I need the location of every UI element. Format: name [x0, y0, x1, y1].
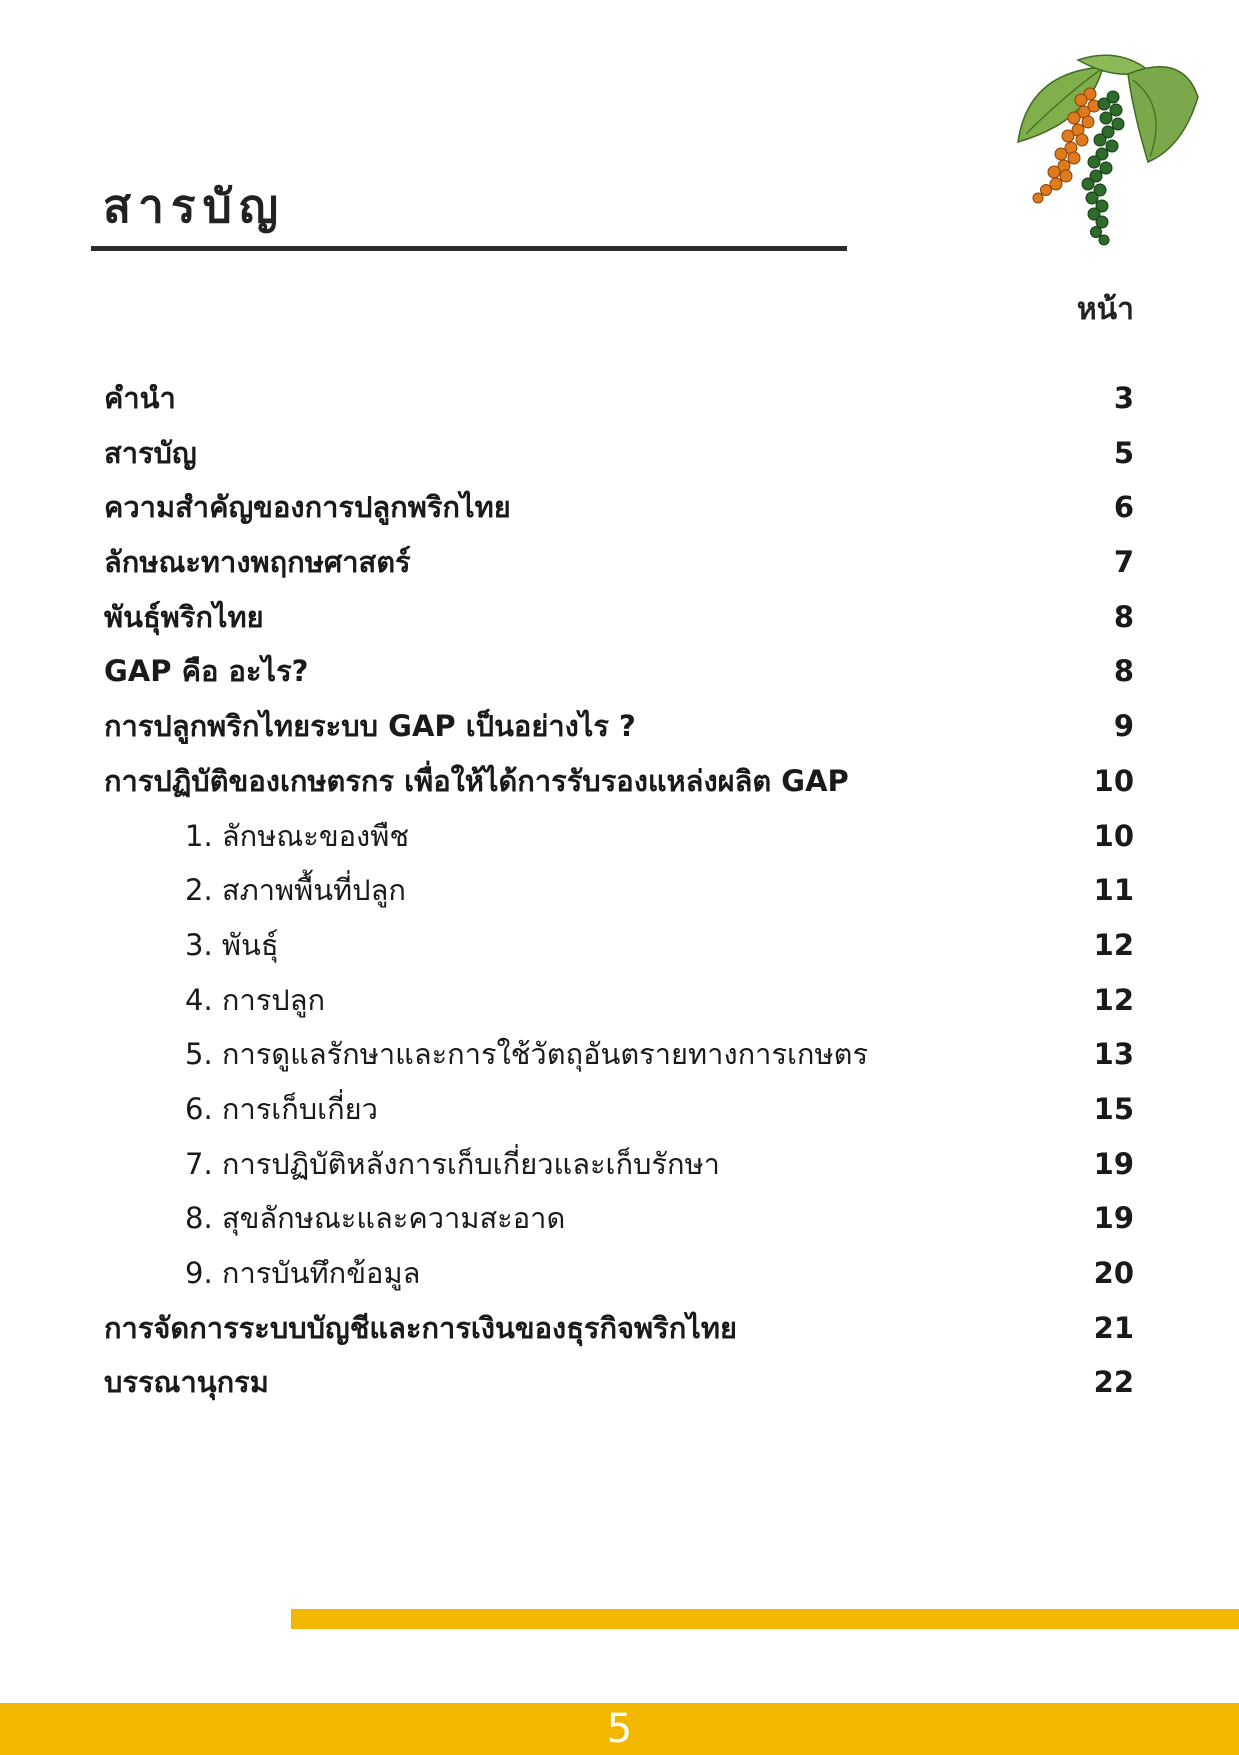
toc-subitem-label: 3. พันธุ์ — [185, 927, 279, 962]
toc-item[interactable] — [104, 703, 1134, 758]
toc-item-page: 9 — [1113, 709, 1134, 744]
toc-subitem-label: 5. การดูแลรักษาและการใช้วัตถุอันตรายทางการเกษตร — [185, 1037, 869, 1072]
toc-subitem[interactable] — [104, 867, 1134, 922]
toc-subitem-label: 8. สุขลักษณะและความสะอาด — [185, 1201, 566, 1236]
toc-subitem-page: 19 — [1093, 1201, 1134, 1236]
toc-item-page: 3 — [1113, 381, 1134, 415]
toc-subitem-page: 10 — [1093, 818, 1134, 853]
toc-subitem-label: 9. การบันทึกข้อมูล — [185, 1256, 421, 1290]
toc-subitem[interactable] — [104, 1250, 1134, 1305]
toc-subitem-page: 20 — [1093, 1256, 1134, 1290]
toc-item-page: 22 — [1093, 1365, 1134, 1400]
pepper-branch-icon — [1008, 52, 1208, 252]
page-column-label: หน้า — [1076, 292, 1134, 327]
toc-subitem-label: 6. การเก็บเกี่ยว — [185, 1091, 378, 1126]
toc-subitem-page: 12 — [1093, 927, 1134, 962]
toc-item-label: สารบัญ — [104, 435, 197, 470]
toc-subitem-label: 4. การปลูก — [185, 982, 326, 1017]
toc-item[interactable] — [104, 430, 1134, 485]
toc-item-page: 8 — [1113, 654, 1134, 689]
toc-subitem-page: 19 — [1093, 1146, 1134, 1181]
toc-item-label: ความสำคัญของการปลูกพริกไทย — [104, 490, 511, 525]
toc-subitem-page: 11 — [1093, 873, 1134, 908]
title-underline — [91, 246, 847, 251]
toc-subitem-page: 12 — [1093, 982, 1134, 1017]
accent-bar — [291, 1609, 1239, 1629]
toc-item-page: 10 — [1093, 763, 1134, 798]
toc-subitem[interactable] — [104, 1086, 1134, 1141]
page-number: 5 — [606, 1706, 633, 1752]
toc-item-label: การปลูกพริกไทยระบบ GAP เป็นอย่างไร ? — [104, 709, 636, 744]
toc-item-label: ลักษณะทางพฤกษศาสตร์ — [104, 545, 411, 580]
toc-item-page: 21 — [1093, 1310, 1134, 1345]
toc-subitem-label: 7. การปฏิบัติหลังการเก็บเกี่ยวและเก็บรักษา — [185, 1146, 720, 1181]
toc-subitem[interactable] — [104, 1195, 1134, 1250]
toc-item[interactable] — [104, 484, 1134, 539]
toc-subitem-page: 15 — [1093, 1091, 1134, 1126]
toc-item-page: 5 — [1113, 435, 1134, 470]
toc-item[interactable] — [104, 1305, 1134, 1360]
toc-item[interactable] — [104, 648, 1134, 703]
toc-item[interactable] — [104, 594, 1134, 649]
toc-subitem[interactable] — [104, 813, 1134, 868]
toc-item-label: การจัดการระบบบัญชีและการเงินของธุรกิจพริกไทย — [104, 1310, 737, 1345]
toc-item[interactable] — [104, 1359, 1134, 1414]
toc-subitem[interactable] — [104, 922, 1134, 977]
toc-item-label: การปฏิบัติของเกษตรกร เพื่อให้ได้การรับรองแหล่งผลิต GAP — [104, 763, 849, 798]
toc-subitem-label: 2. สภาพพื้นที่ปลูก — [185, 873, 406, 908]
toc-subitem[interactable] — [104, 1141, 1134, 1196]
toc-item-page: 7 — [1113, 545, 1134, 580]
toc-subitem-page: 13 — [1093, 1037, 1134, 1072]
toc-item[interactable] — [104, 375, 1134, 430]
toc-item-page: 8 — [1113, 599, 1134, 634]
toc-item-label: GAP คือ อะไร? — [104, 654, 309, 689]
toc-item-page: 6 — [1113, 490, 1134, 525]
toc-item-label: บรรณานุกรม — [104, 1365, 269, 1400]
toc-subitem[interactable] — [104, 977, 1134, 1032]
table-of-contents — [104, 375, 1134, 1414]
toc-item-label: พันธุ์พริกไทย — [104, 599, 264, 634]
toc-item[interactable] — [104, 758, 1134, 813]
toc-item[interactable] — [104, 539, 1134, 594]
toc-item-label: คำนำ — [104, 381, 176, 415]
page-title: สารบัญ — [103, 179, 286, 233]
toc-subitem-label: 1. ลักษณะของพืช — [185, 818, 410, 853]
toc-subitem[interactable] — [104, 1031, 1134, 1086]
